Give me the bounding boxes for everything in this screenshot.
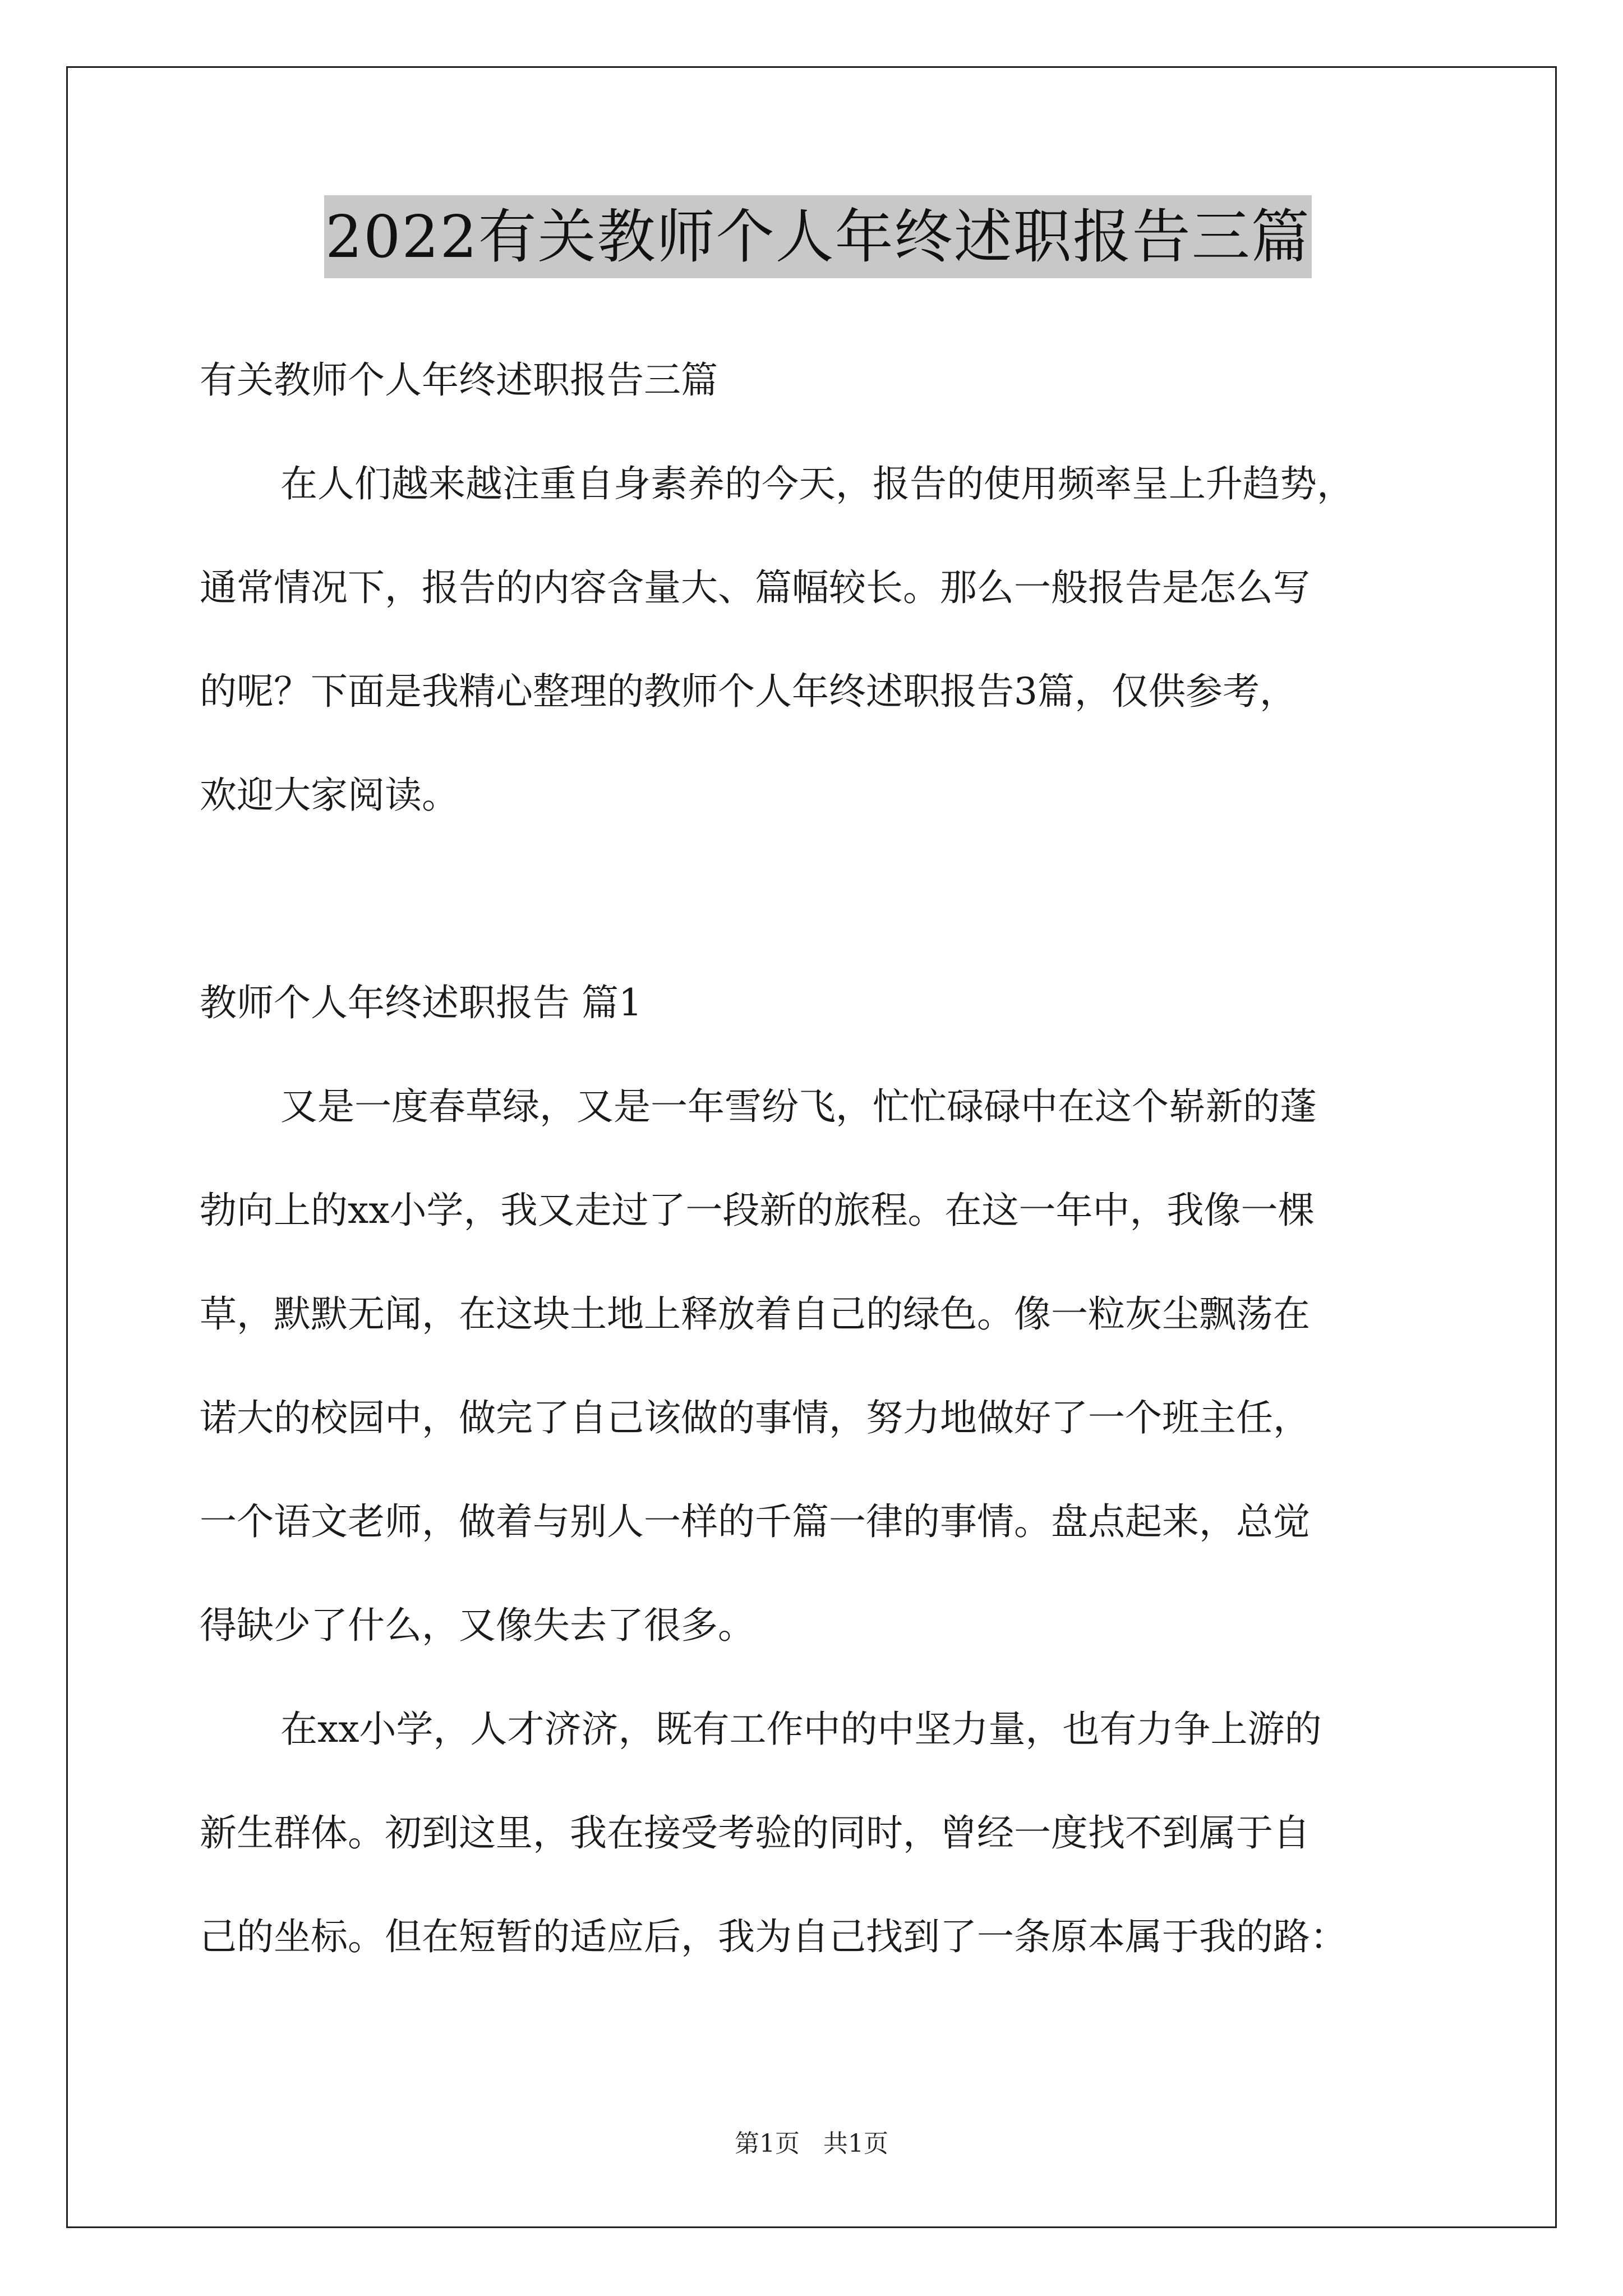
- paragraph-line: 勃向上的xx小学，我又走过了一段新的旅程。在这一年中，我像一棵: [200, 1189, 1315, 1232]
- intro-line: 欢迎大家阅读。: [200, 774, 459, 817]
- paragraph-line: 一个语文老师，做着与别人一样的千篇一律的事情。盘点起来，总觉: [200, 1500, 1310, 1543]
- intro-line: 的呢？下面是我精心整理的教师个人年终述职报告3篇，仅供参考，: [200, 670, 1297, 713]
- paragraph-line: 得缺少了什么，又像失去了很多。: [200, 1604, 755, 1647]
- paragraph-line: 诺大的校园中，做完了自己该做的事情，努力地做好了一个班主任，: [200, 1396, 1310, 1439]
- paragraph-line: 己的坐标。但在短暂的适应后，我为自己找到了一条原本属于我的路：: [200, 1915, 1347, 1958]
- paragraph-line: 在xx小学，人才济济，既有工作中的中坚力量，也有力争上游的: [280, 1708, 1322, 1751]
- paragraph-line: 草，默默无闻，在这块土地上释放着自己的绿色。像一粒灰尘飘荡在: [200, 1292, 1310, 1336]
- document-subtitle: 有关教师个人年终述职报告三篇: [200, 358, 718, 402]
- document-title: 2022有关教师个人年终述职报告三篇: [324, 195, 1312, 278]
- intro-line: 在人们越来越注重自身素养的今天，报告的使用频率呈上升趋势，: [280, 462, 1354, 505]
- section-heading: 教师个人年终述职报告 篇1: [200, 981, 642, 1024]
- intro-line: 通常情况下，报告的内容含量大、篇幅较长。那么一般报告是怎么写: [200, 566, 1310, 609]
- paragraph-line: 新生群体。初到这里，我在接受考验的同时，曾经一度找不到属于自: [200, 1811, 1310, 1855]
- page-number-footer: 第1页 共1页: [735, 2129, 888, 2158]
- paragraph-line: 又是一度春草绿，又是一年雪纷飞，忙忙碌碌中在这个崭新的蓬: [280, 1085, 1317, 1128]
